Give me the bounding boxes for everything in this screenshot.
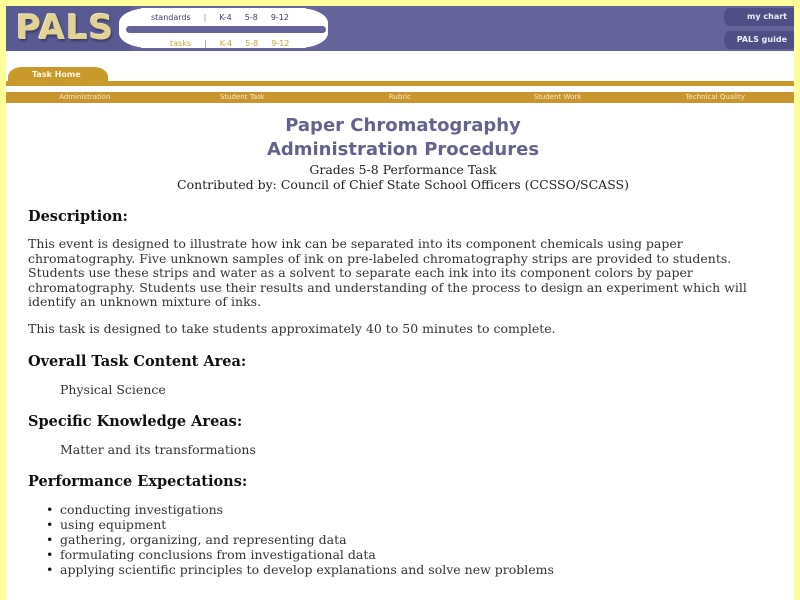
separator: | [204,39,207,48]
subnav-technical-quality[interactable]: Technical Quality [685,93,745,101]
nav-divider [126,26,326,33]
standards-5-8-link[interactable]: 5-8 [244,13,258,22]
standards-9-12-link[interactable]: 9-12 [270,13,289,22]
performance-list [60,502,778,577]
subnav-rubric[interactable]: Rubric [388,93,412,101]
right-tabs [719,6,794,51]
sub-navigation [6,92,794,103]
list-item: • gathering, organizing, and representing data [60,532,778,547]
performance-heading: Performance Expectations: [28,472,248,490]
list-item: • formulating conclusions from investigational data [60,547,778,562]
tasks-k4-link[interactable]: K-4 [219,39,233,48]
tasks-9-12-link[interactable]: 9-12 [271,39,290,48]
knowledge-areas-value: Matter and its transformations [60,441,256,457]
pals-logo[interactable]: PALS [16,8,115,48]
tasks-nav [170,39,289,48]
list-item: • using equipment [60,517,778,532]
main-content [28,114,778,577]
subnav-administration[interactable]: Administration [59,93,111,101]
description-text: This event is designed to illustrate how ink can be separated into its component chemicals using paper chromatography. Five unknown samples of ink on pre-labeled chromatography strips are provided to students. Students use these strips and water as a solvent to separate each ink into its component colors by paper chromatography. Students use their results and understanding of the process to design an experiment which will identify an unknown mixture of inks. [28,236,747,310]
task-home-tab[interactable]: Task Home [8,67,108,85]
content-area-heading: Overall Task Content Area: [28,352,247,370]
my-chart-link[interactable]: my chart [724,8,794,26]
list-item: • applying scientific principles to develop explanations and solve new problems [60,562,778,577]
page-title-line1: Paper Chromatography [285,115,521,136]
standards-nav [151,13,289,22]
list-item: • conducting investigations [60,502,778,517]
gold-divider [6,81,794,86]
task-tab-bar [6,67,794,89]
grades-label: Grades 5-8 Performance Task [309,162,497,177]
page [6,6,794,600]
duration-text: This task is designed to take students approximately 40 to 50 minutes to complete. [28,320,556,336]
separator: | [203,13,207,22]
standards-k4-link[interactable]: K-4 [219,13,232,22]
contributor-label: Contributed by: Council of Chief State School Officers (CCSSO/SCASS) [177,177,629,192]
standards-link[interactable]: standards [151,13,191,22]
subnav-student-work[interactable]: Student Work [533,93,582,101]
logo-area [6,6,131,51]
tasks-link[interactable]: tasks [170,39,192,48]
subnav-student-task[interactable]: Student Task [219,93,265,101]
pals-guide-link[interactable]: PALS guide [724,31,794,49]
knowledge-areas-heading: Specific Knowledge Areas: [28,412,243,430]
description-heading: Description: [28,208,128,225]
content-area-value: Physical Science [60,381,166,397]
header-banner [6,6,794,51]
tasks-5-8-link[interactable]: 5-8 [245,39,259,48]
page-title-line2: Administration Procedures [266,139,540,160]
